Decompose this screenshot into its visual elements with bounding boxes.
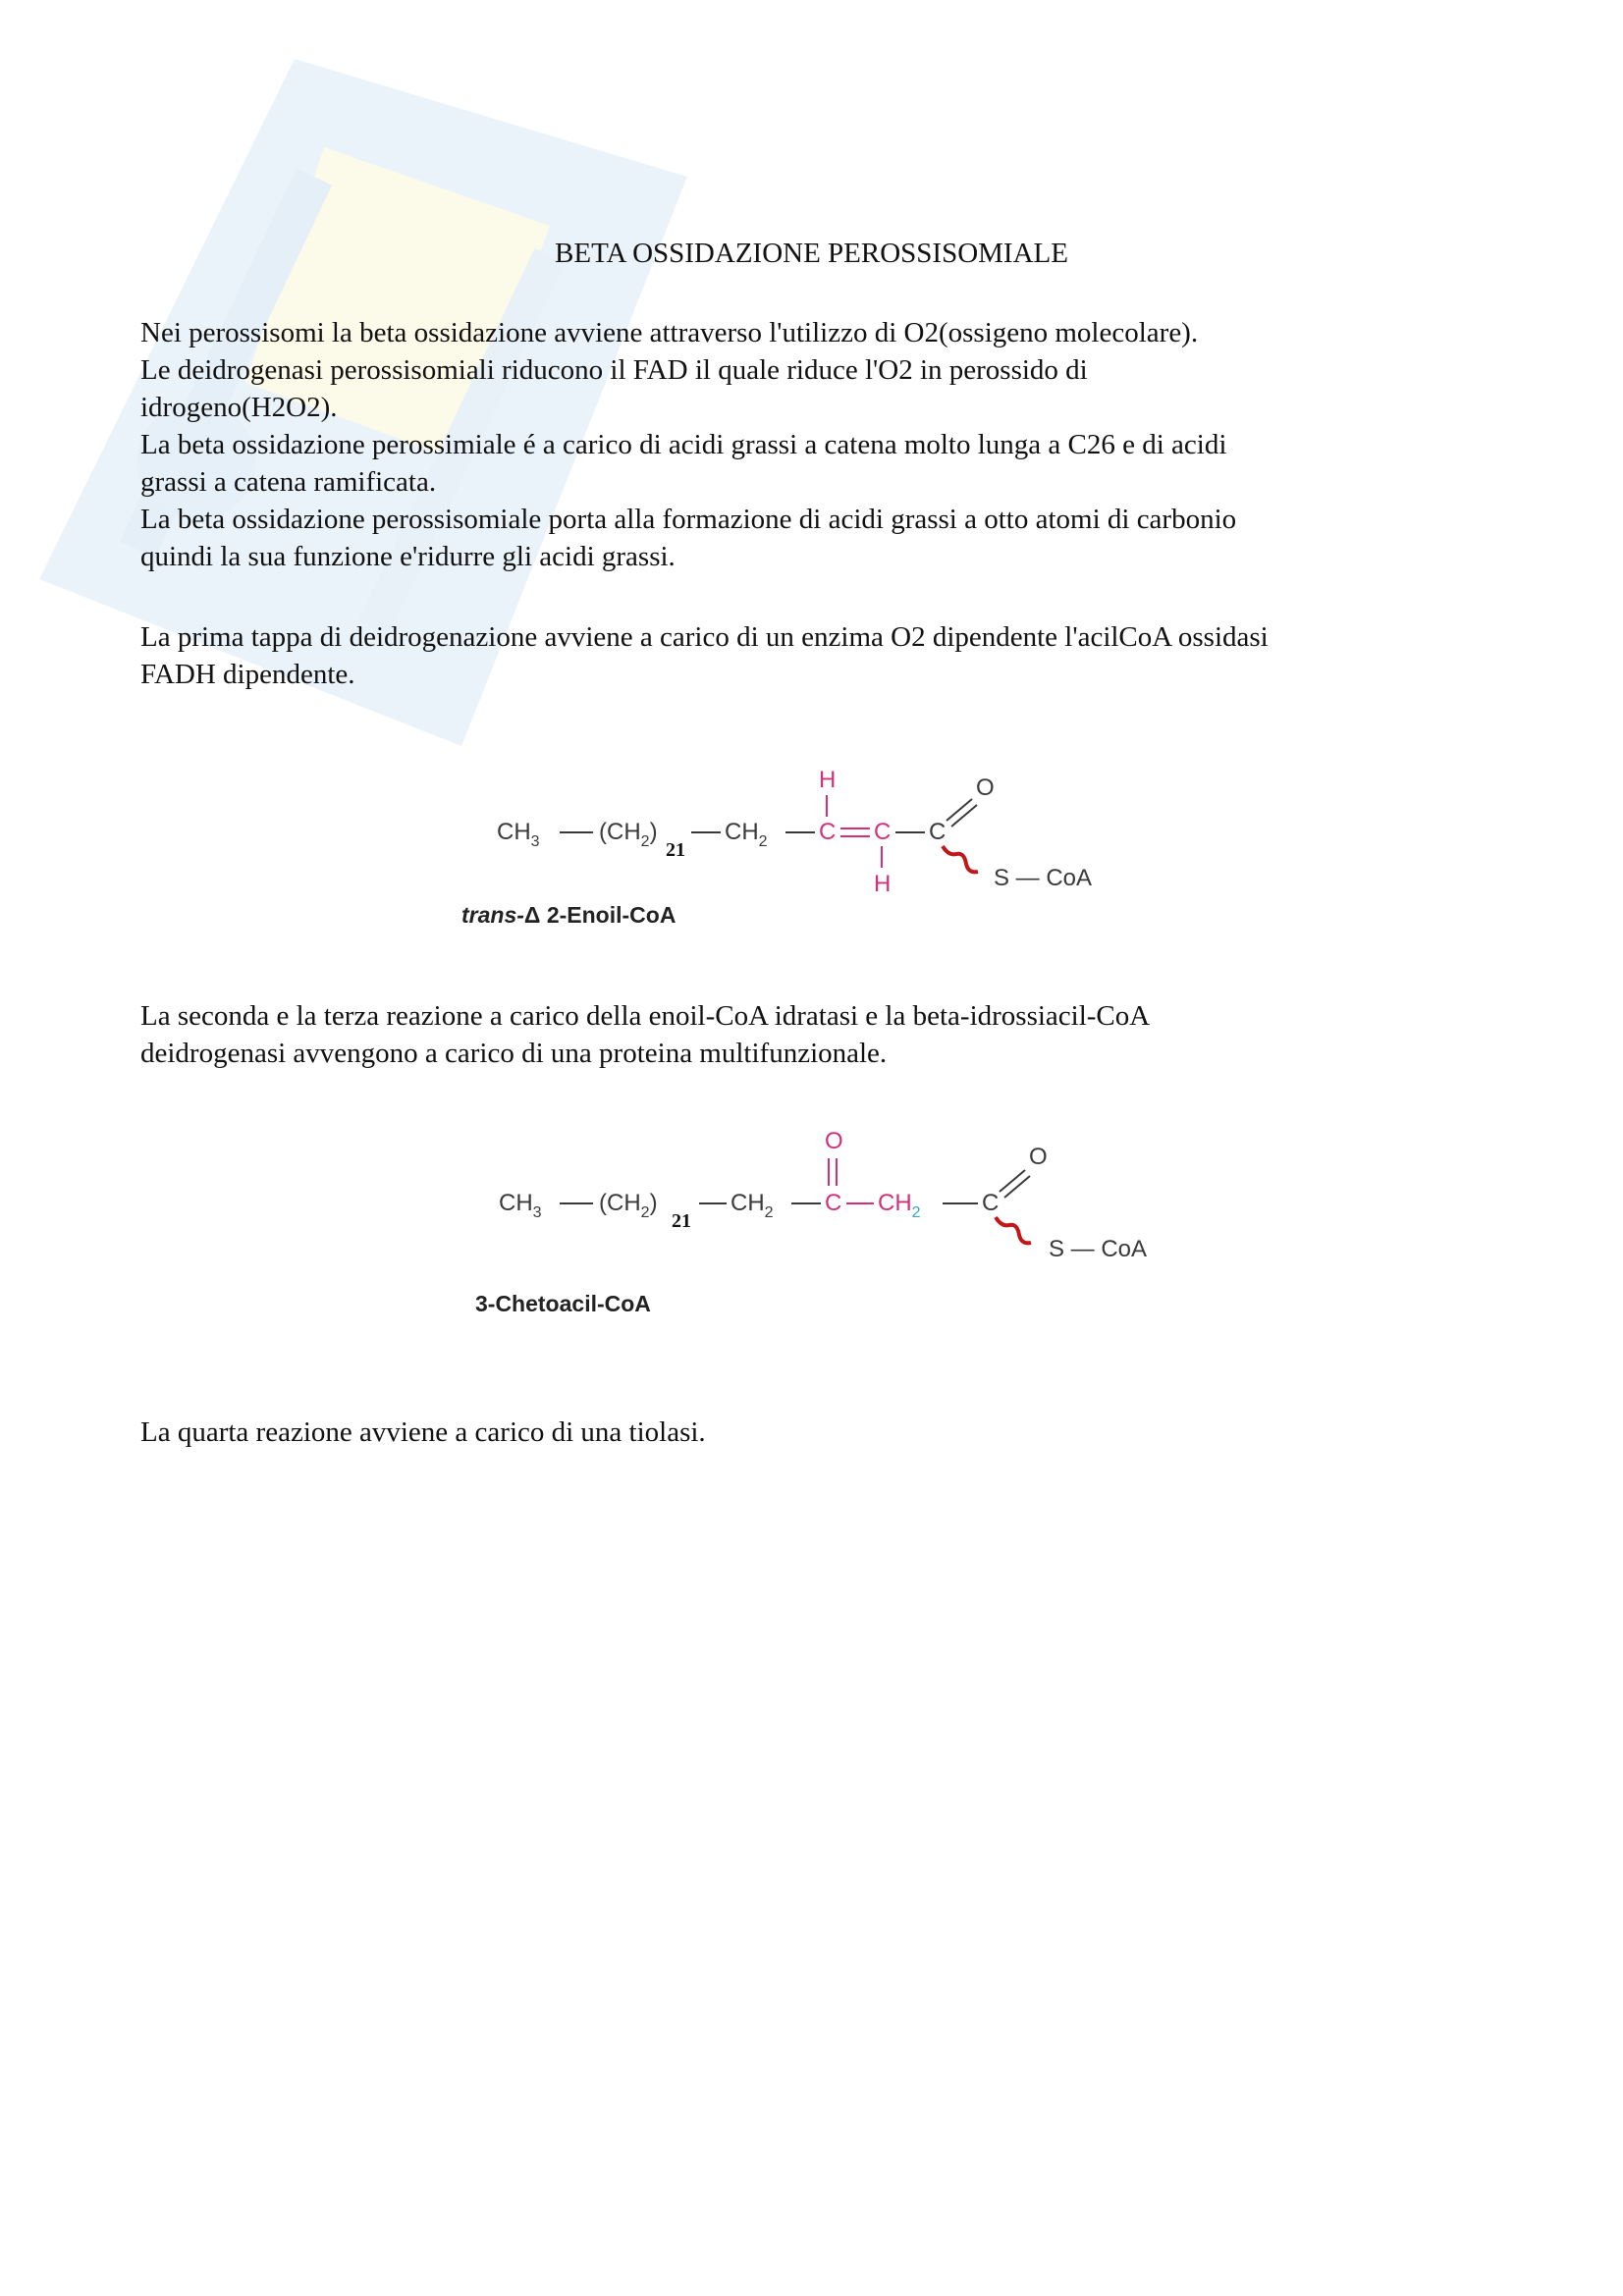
text-line: La quarta reazione avviene a carico di una tiolasi. [140, 1416, 706, 1448]
thioester-bond-icon [996, 1217, 1031, 1243]
text-line: quindi la sua funzione e'ridurre gli acidi grassi. [140, 541, 676, 572]
ch2-group: $CH_2$ [730, 1190, 774, 1221]
ch2-middle: $CH_2$ [878, 1190, 921, 1221]
formula-label-enoil: trans-Δ 2-Enoil-CoA [461, 902, 676, 928]
thioester-oxygen: O [1029, 1144, 1048, 1170]
paragraph-second-third [140, 997, 1495, 1072]
ch2-repeat-group: $(CH_2)$ [599, 819, 658, 850]
text-line: La prima tappa di deidrogenazione avviene a carico di un enzima O2 dipendente l'acilCoA ossidasi [140, 621, 1269, 653]
carbonyl-carbon: C [929, 819, 947, 845]
text-line: FADH dipendente. [140, 659, 355, 690]
paragraph-first-step [140, 618, 1495, 693]
formula-label-chetoacil: 3-Chetoacil-CoA [475, 1291, 651, 1316]
text-line: grassi a catena ramificata. [140, 466, 437, 498]
document-title: BETA OSSIDAZIONE PEROSSISOMIALE [555, 238, 1068, 269]
keto-carbon: C [825, 1190, 842, 1216]
thioester-bond-icon [943, 846, 978, 872]
text-line: La beta ossidazione perossisomiale porta alla formazione di acidi grassi a otto atomi di carbonio [140, 504, 1237, 535]
alpha-carbon: C [819, 819, 837, 845]
hydrogen-top: H [819, 767, 837, 793]
hydrogen-bottom: H [874, 871, 892, 897]
paragraph-intro [140, 314, 1495, 575]
formula-chetoacil-coa [461, 1119, 1188, 1330]
scoa-group: S — CoA [994, 865, 1093, 891]
ch2-repeat-group: $(CH_2)$ [599, 1190, 658, 1221]
text-line: deidrogenasi avvengono a carico di una proteina multifunzionale. [140, 1038, 888, 1069]
repeat-count: 21 [672, 1210, 691, 1232]
text-line: Nei perossisomi la beta ossidazione avviene attraverso l'utilizzo di O2(ossigeno molecolare). [140, 317, 1199, 348]
scoa-group: S — CoA [1049, 1236, 1148, 1262]
text-line: La beta ossidazione perossimiale é a carico di acidi grassi a catena molto lunga a C26 e di acidi [140, 429, 1227, 460]
repeat-count: 21 [666, 839, 685, 861]
formula-enoil-coa [461, 756, 1168, 957]
paragraph-fourth [140, 1414, 1495, 1451]
carbonyl-oxygen: O [976, 774, 995, 801]
keto-oxygen: O [825, 1128, 843, 1154]
chetoacil-coa-structure [461, 1119, 1188, 1325]
enoil-coa-structure [461, 756, 1168, 952]
text-line: idrogeno(H2O2). [140, 392, 338, 423]
text-line: La seconda e la terza reazione a carico della enoil-CoA idratasi e la beta-idrossiacil-CoA [140, 1000, 1151, 1032]
ch3-group: $CH_3$ [497, 819, 540, 850]
ch3-group: $CH_3$ [499, 1190, 542, 1221]
thioester-carbon: C [982, 1190, 1000, 1216]
beta-carbon: C [874, 819, 892, 845]
ch2-group: $CH_2$ [725, 819, 768, 850]
text-line: Le deidrogenasi perossisomiali riducono il FAD il quale riduce l'O2 in perossido di [140, 354, 1088, 386]
